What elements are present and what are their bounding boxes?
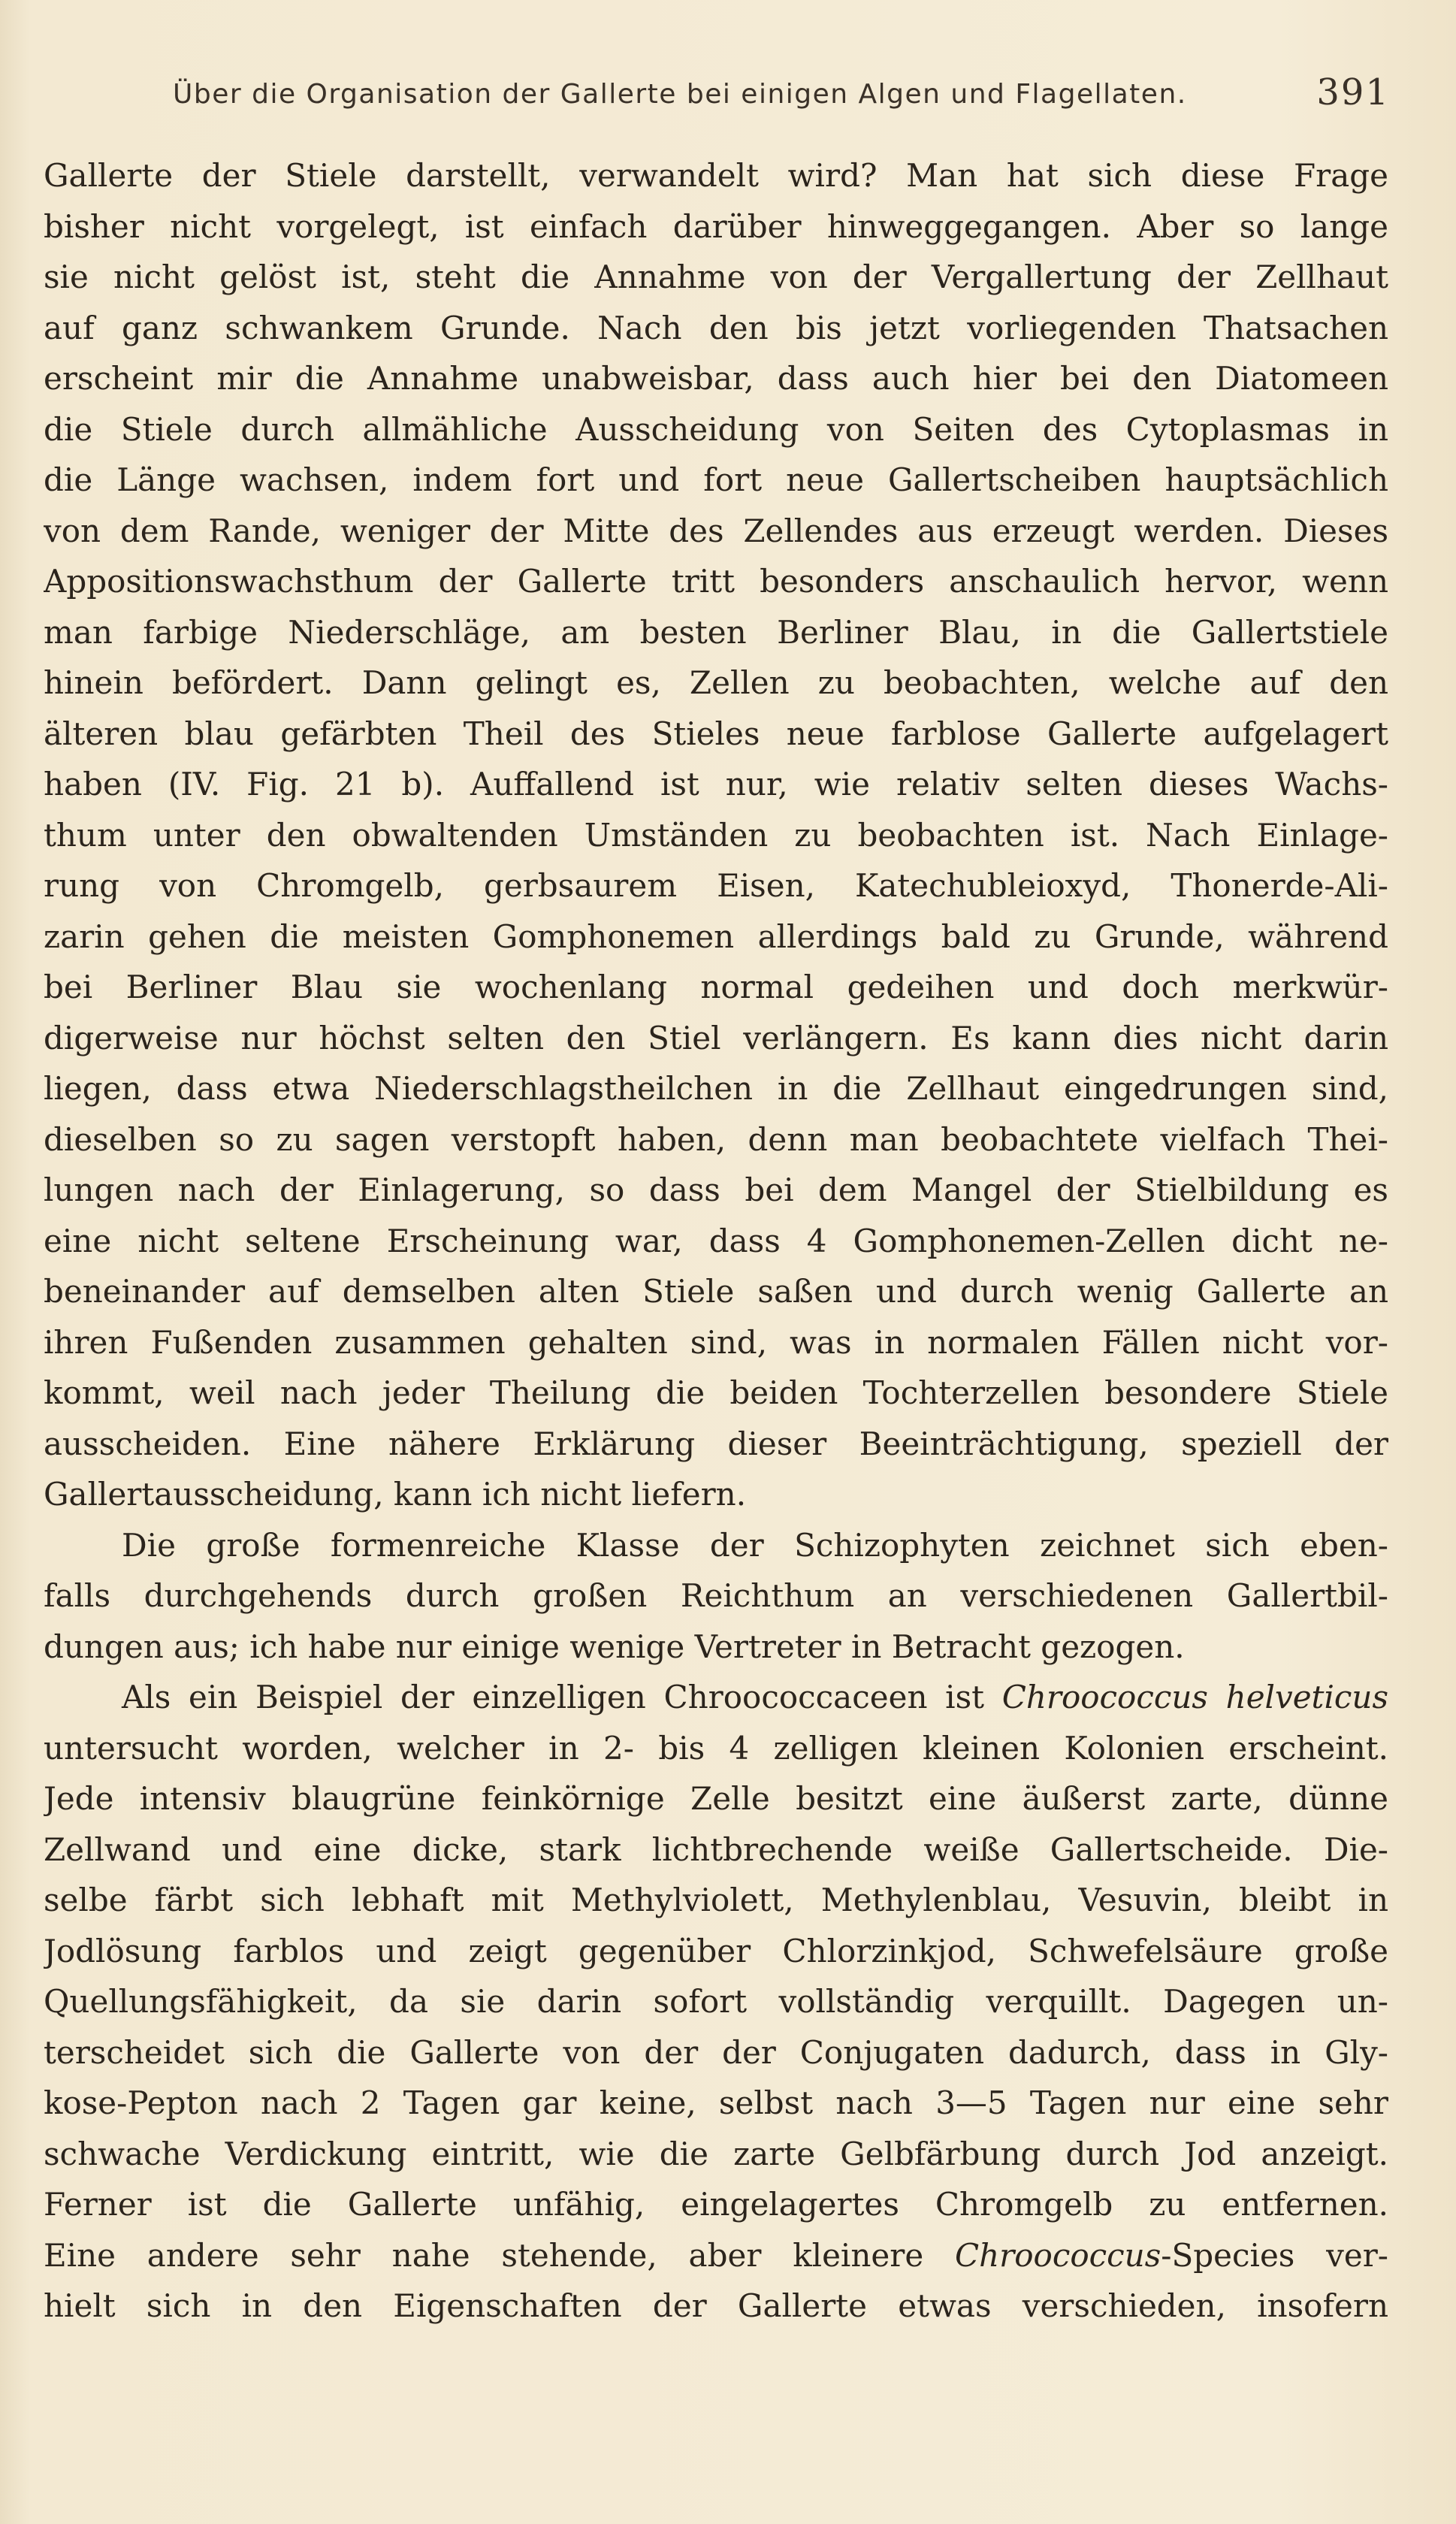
text-line: auf ganz schwankem Grunde. Nach den bis jetzt vorliegenden Thatsachen <box>44 309 1388 346</box>
text-line: haben (IV. Fig. 21 b). Auffallend ist nur, wie relativ selten dieses Wachs- <box>44 766 1388 803</box>
page-header <box>173 71 1390 116</box>
text-line: rung von Chromgelb, gerbsaurem Eisen, Katechubleioxyd, Thonerde-Ali- <box>44 867 1388 904</box>
text-line: älteren blau gefärbten Theil des Stieles neue farblose Gallerte aufgelagert <box>44 715 1388 752</box>
body-text <box>44 150 1388 2332</box>
text-line: ihren Fußenden zusammen gehalten sind, was in normalen Fällen nicht vor- <box>44 1323 1388 1361</box>
paragraph-3 <box>44 1672 1388 2332</box>
text-line: sie nicht gelöst ist, steht die Annahme von der Vergallertung der Zellhaut <box>44 258 1388 295</box>
text-line: dungen aus; ich habe nur einige wenige Vertreter in Betracht gezogen. <box>44 1628 1185 1665</box>
text-line: Jede intensiv blaugrüne feinkörnige Zelle besitzt eine äußerst zarte, dünne <box>44 1780 1388 1817</box>
text-line: dieselben so zu sagen verstopft haben, denn man beobachtete vielfach Thei- <box>44 1120 1388 1158</box>
text-line: beneinander auf demselben alten Stiele saßen und durch wenig Gallerte an <box>44 1273 1388 1310</box>
text-line: schwache Verdickung eintritt, wie die zarte Gelbfärbung durch Jod anzeigt. <box>44 2135 1388 2172</box>
text-line: untersucht worden, welcher in 2- bis 4 zelligen kleinen Kolonien erscheint. <box>44 1729 1388 1767</box>
text-line: Ferner ist die Gallerte unfähig, eingelagertes Chromgelb zu entfernen. <box>44 2186 1388 2223</box>
text-line: die Länge wachsen, indem fort und fort neue Gallertscheiben hauptsächlich <box>44 461 1388 498</box>
text-line: erscheint mir die Annahme unabweisbar, dass auch hier bei den Diatomeen <box>44 360 1388 397</box>
text-line: man farbige Niederschläge, am besten Berliner Blau, in die Gallertstiele <box>44 613 1388 651</box>
paragraph-1 <box>44 150 1388 1520</box>
paragraph-2 <box>44 1520 1388 1673</box>
text-line: lungen nach der Einlagerung, so dass bei dem Mangel der Stielbildung es <box>44 1171 1388 1208</box>
taxon-name: Chroococcus helveticus <box>1001 1679 1388 1715</box>
taxon-name: Chroococcus <box>954 2236 1161 2274</box>
running-title: Über die Organisation der Gallerte bei einigen Algen und Flagellaten. <box>173 79 1187 110</box>
text-line: Gallertausscheidung, kann ich nicht liefern. <box>44 1476 747 1513</box>
text-line: bei Berliner Blau sie wochenlang normal gedeihen und doch merkwür- <box>44 969 1388 1005</box>
text-line: Appositionswachsthum der Gallerte tritt besonders anschaulich hervor, wenn <box>44 563 1388 600</box>
text-line: falls durchgehends durch großen Reichthum an verschiedenen Gallertbil- <box>44 1577 1388 1614</box>
text-line: eine nicht seltene Erscheinung war, dass 4 Gomphonemen-Zellen dicht ne- <box>44 1222 1388 1259</box>
text-line: terscheidet sich die Gallerte von der der Conjugaten dadurch, dass in Gly- <box>44 2033 1388 2071</box>
text-line: die Stiele durch allmähliche Ausscheidung von Seiten des Cytoplasmas in <box>44 410 1388 448</box>
text-line: Als ein Beispiel der einzelligen Chroococcaceen ist Chroococcus helveticus <box>122 1679 1388 1715</box>
text-line: liegen, dass etwa Niederschlagstheilchen in die Zellhaut eingedrungen sind, <box>44 1070 1388 1107</box>
text-line: Eine andere sehr nahe stehende, aber kleinere Chroococcus-Species ver- <box>44 2236 1388 2274</box>
text-line: kose-Pepton nach 2 Tagen gar keine, selbst nach 3—5 Tagen nur eine sehr <box>44 2084 1388 2121</box>
text-line: hielt sich in den Eigenschaften der Gallerte etwas verschieden, insofern <box>44 2287 1388 2324</box>
text-line: thum unter den obwaltenden Umständen zu beobachten ist. Nach Einlage- <box>44 816 1388 854</box>
text-line: Gallerte der Stiele darstellt, verwandelt wird? Man hat sich diese Frage <box>44 157 1388 194</box>
text-line: Zellwand und eine dicke, stark lichtbrechende weiße Gallertscheide. Die- <box>44 1830 1388 1868</box>
text-line: selbe färbt sich lebhaft mit Methylviolett, Methylenblau, Vesuvin, bleibt in <box>44 1882 1388 1918</box>
text-line: ausscheiden. Eine nähere Erklärung dieser Beeinträchtigung, speziell der <box>44 1425 1388 1462</box>
text-line: von dem Rande, weniger der Mitte des Zellendes aus erzeugt werden. Dieses <box>44 512 1388 549</box>
text-line: digerweise nur höchst selten den Stiel verlängern. Es kann dies nicht darin <box>44 1019 1388 1056</box>
text-line: bisher nicht vorgelegt, ist einfach darüber hinweggegangen. Aber so lange <box>44 207 1388 245</box>
page-number: 391 <box>1316 71 1390 113</box>
text-line: Quellungsfähigkeit, da sie darin sofort vollständig verquillt. Dagegen un- <box>44 1983 1388 2020</box>
text-line: hinein befördert. Dann gelingt es, Zellen zu beobachten, welche auf den <box>44 664 1388 701</box>
text-line: Die große formenreiche Klasse der Schizophyten zeichnet sich eben- <box>122 1526 1388 1564</box>
text-line: Jodlösung farblos und zeigt gegenüber Chlorzinkjod, Schwefelsäure große <box>44 1932 1388 1969</box>
text-line: kommt, weil nach jeder Theilung die beiden Tochterzellen besondere Stiele <box>44 1374 1388 1411</box>
text-line: zarin gehen die meisten Gomphonemen allerdings bald zu Grunde, während <box>44 917 1388 955</box>
